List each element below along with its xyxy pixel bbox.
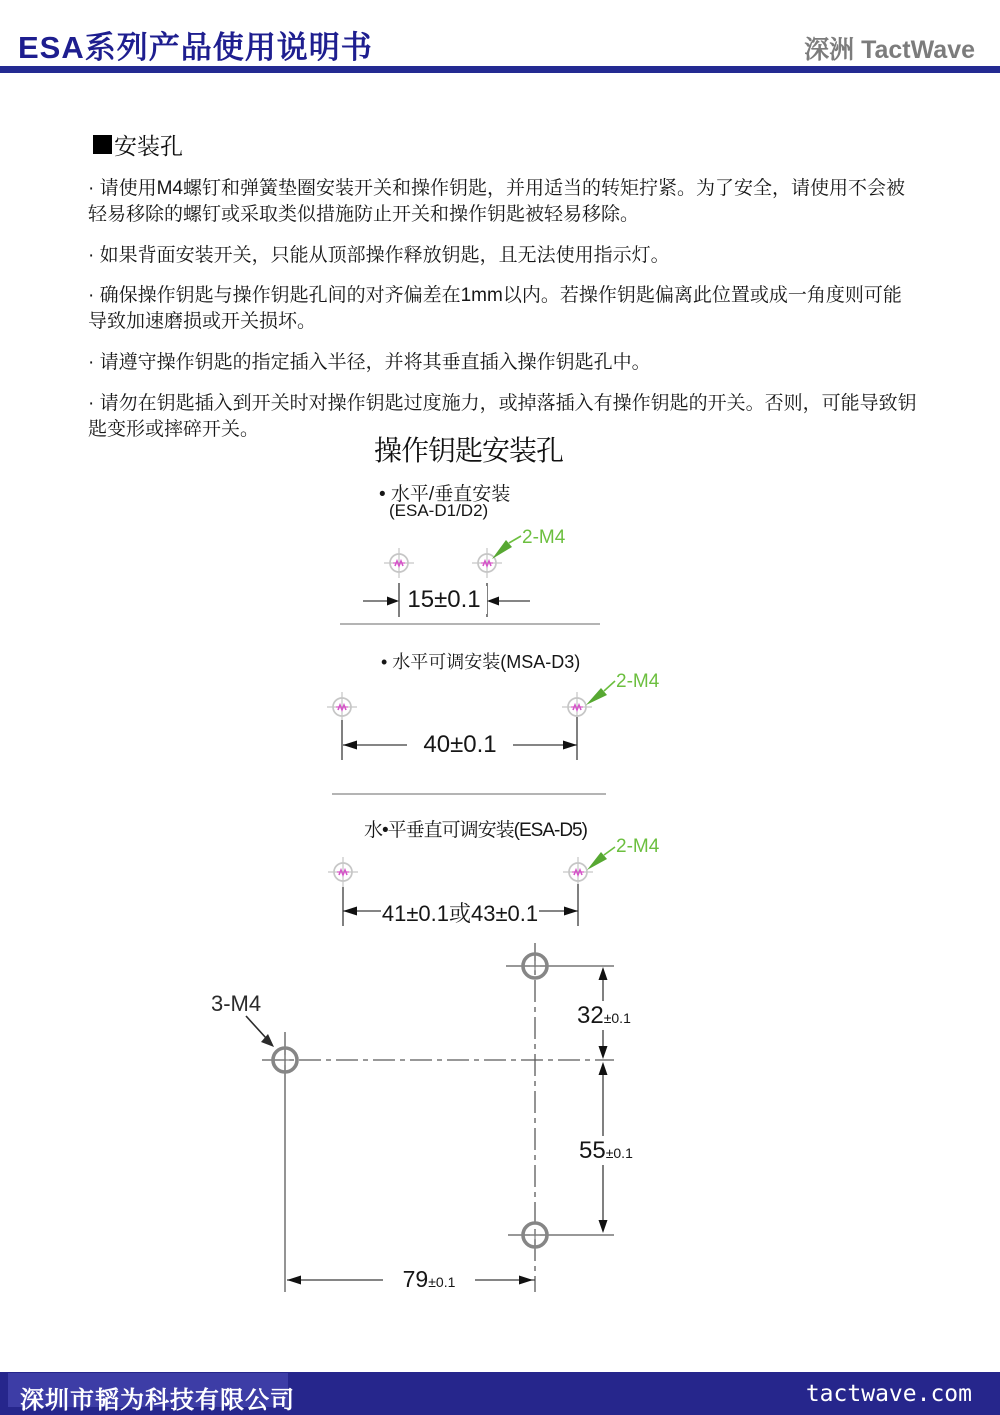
dimension-label: 41±0.1或43±0.1 xyxy=(381,897,539,928)
dimension-value: 79 xyxy=(402,1266,429,1292)
screw-label: 2-M4 xyxy=(616,836,660,857)
dimension-label-32 xyxy=(575,1002,633,1030)
note-item: · 请遵守操作钥匙的指定插入半径，并将其垂直插入操作钥匙孔中。 xyxy=(88,352,651,374)
section-heading-label: 安装孔 xyxy=(114,133,183,159)
dimension-tolerance: ±0.1 xyxy=(603,1010,631,1026)
diagram-section-label: 水•平垂直可调安装(ESA-D5) xyxy=(364,820,587,841)
screw-leader-arrow-3m4 xyxy=(246,1016,274,1047)
screw-leader-arrow xyxy=(492,536,521,559)
footer-website: tactwave.com xyxy=(805,1381,972,1407)
dimension-value: 55 xyxy=(579,1137,606,1164)
screw-label-3m4: 3-M4 xyxy=(211,991,262,1016)
center-lines xyxy=(262,943,614,1292)
hole-marker xyxy=(327,692,357,722)
screw-leader-arrow xyxy=(587,847,615,870)
dimension-tolerance: ±0.1 xyxy=(605,1145,633,1161)
screw-label: 2-M4 xyxy=(616,671,660,692)
page-title: ESA系列产品使用说明书 xyxy=(18,30,373,65)
screw-label: 2-M4 xyxy=(522,527,566,548)
footer-bar xyxy=(0,1372,1000,1415)
note-item: · 如果背面安装开关，只能从顶部操作释放钥匙，且无法使用指示灯。 xyxy=(88,244,670,266)
screw-leader-arrow xyxy=(586,681,615,705)
diagram-section-label: • 水平可调安装(MSA-D3) xyxy=(381,652,581,672)
diagram-title: 操作钥匙安装孔 xyxy=(374,435,564,466)
dimension-label-79 xyxy=(383,1266,475,1293)
hole-marker xyxy=(384,548,414,578)
dimension-label: 40±0.1 xyxy=(407,731,513,759)
diagram-section-sublabel: (ESA-D1/D2) xyxy=(389,501,489,520)
hole-marker xyxy=(563,857,593,887)
dimension-label: 15±0.1 xyxy=(401,586,487,614)
hole-marker xyxy=(328,857,358,887)
diagram-section-label: • 水平/垂直安装 xyxy=(379,484,511,505)
note-item: · 请使用M4螺钉和弹簧垫圈安装开关和操作钥匙，并用适当的转矩拧紧。为了安全，请使用不会被轻易移除的螺钉或采取类似措施防止开关和操作钥匙被轻易移除。 xyxy=(88,178,906,225)
note-item: · 确保操作钥匙与操作钥匙孔间的对齐偏差在1mm以内。若操作钥匙偏离此位置或成一角度则可能导致加速磨损或开关损坏。 xyxy=(88,285,902,333)
footer-company-name: 深圳市韬为科技有限公司 xyxy=(20,1387,295,1414)
brand-logo-text: 深洲 TactWave xyxy=(804,36,975,64)
dimension-value: 32 xyxy=(577,1002,604,1029)
note-item: · 请勿在钥匙插入到开关时对操作钥匙过度施力，或掉落插入有操作钥匙的开关。否则，可能导致钥匙变形或摔碎开关。 xyxy=(88,392,917,440)
dimension-label-55 xyxy=(577,1137,635,1165)
dimension-tolerance: ±0.1 xyxy=(428,1274,456,1290)
